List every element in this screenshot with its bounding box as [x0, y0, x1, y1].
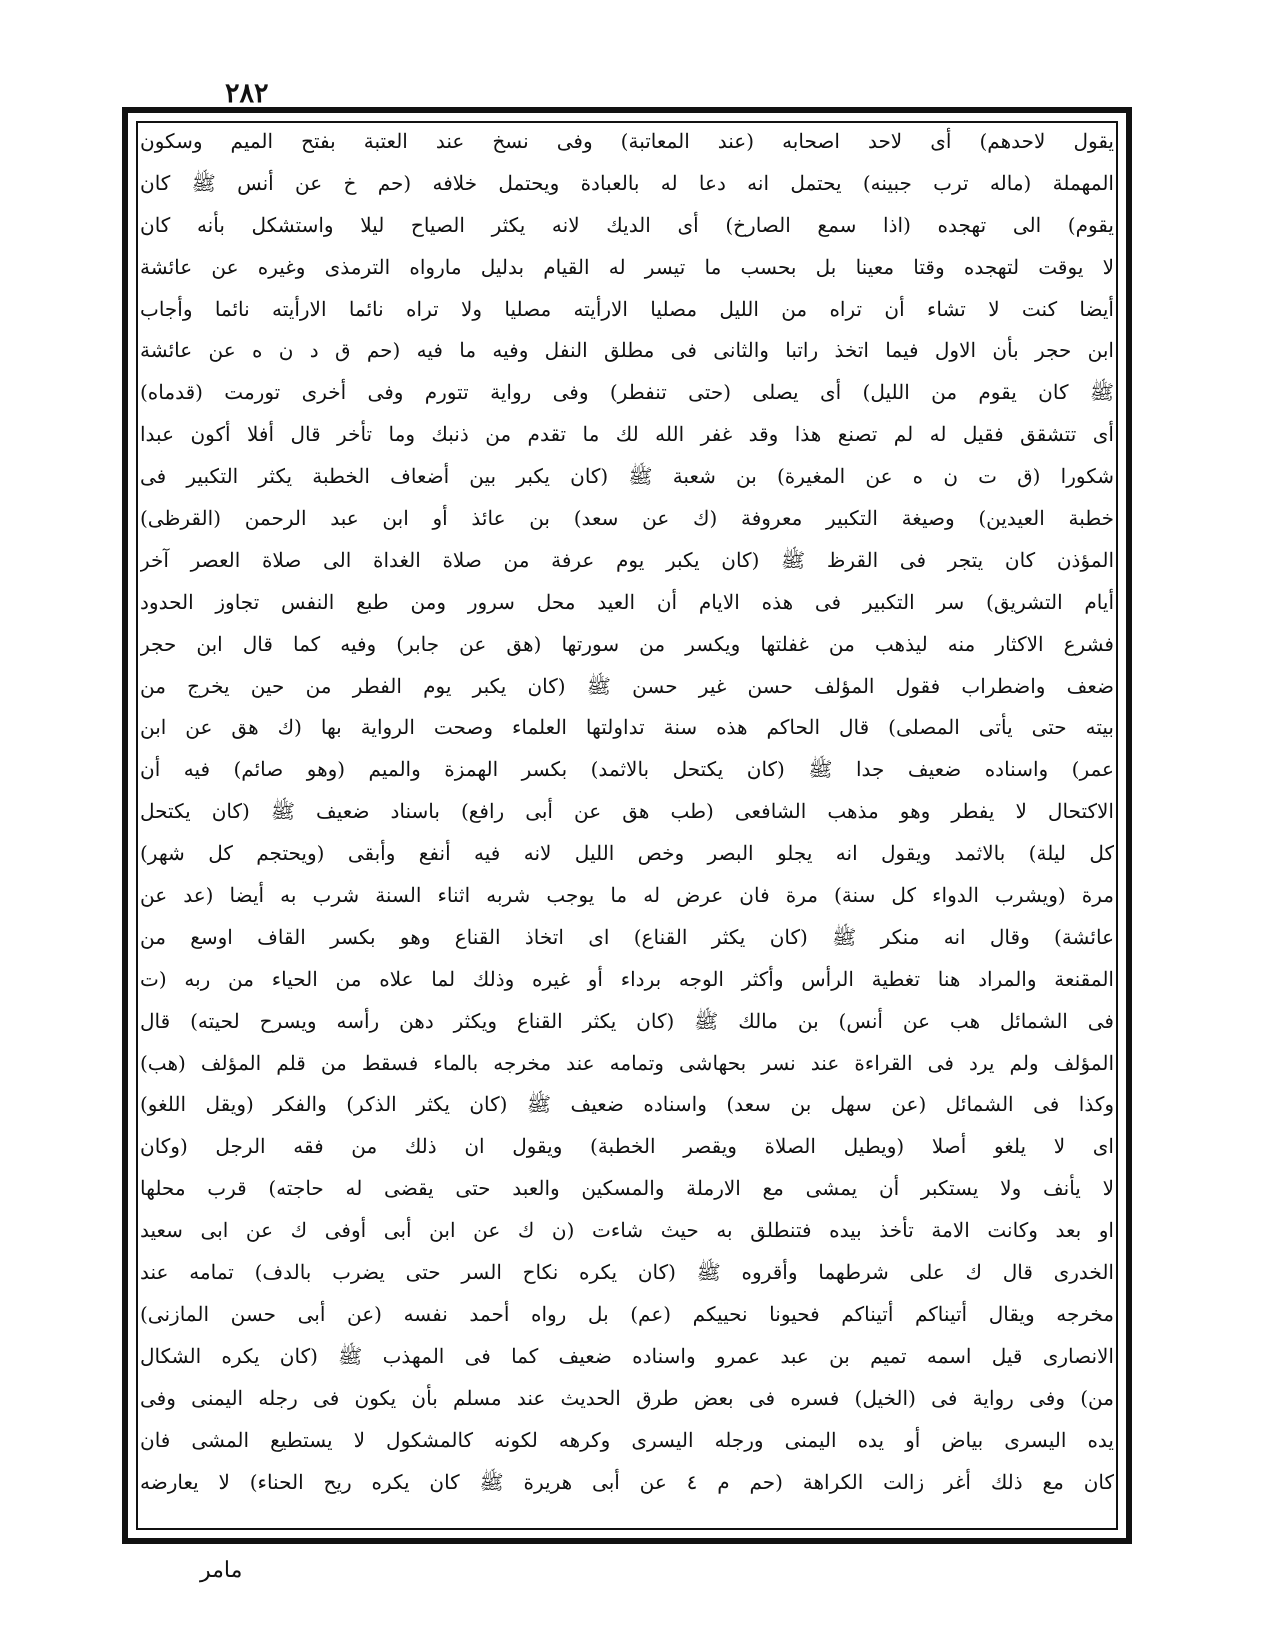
text-line: أى تتشقق فقيل له لم تصنع هذا وقد غفر الله لك ما تقدم من ذنبك وما تأخر قال أفلا أكون عبدا — [140, 422, 1114, 447]
text-line: شكورا (ق ت ن ه عن المغيرة) بن شعبة ﷺ (كان يكبر بين أضعاف الخطبة يكثر التكبير فى — [140, 464, 1114, 489]
text-line: من) وفى رواية فى (الخيل) فسره فى بعض طرق الحديث عند مسلم بأن يكون فى رجله اليمنى وفى — [140, 1385, 1114, 1410]
text-line: الخدرى قال ك على شرطهما وأقروه ﷺ (كان يكره نكاح السر حتى يضرب بالدف) تمامه عند — [140, 1260, 1114, 1285]
text-line: عائشة) وقال انه منكر ﷺ (كان يكثر القناع) اى اتخاذ القناع وهو بكسر القاف اوسع من — [140, 924, 1114, 949]
text-line: المهملة (ماله ترب جبينه) يحتمل انه دعا له بالعبادة ويحتمل خلافه (حم خ عن أنس ﷺ كان — [140, 170, 1114, 195]
page-number: ٢٨٢ — [225, 78, 269, 109]
text-line: عمر) واسناده ضعيف جدا ﷺ (كان يكتحل بالاثمد) بكسر الهمزة والميم (وهو صائم) فيه أن — [140, 757, 1114, 782]
text-line: وكذا فى الشمائل (عن سهل بن سعد) واسناده ضعيف ﷺ (كان يكثر الذكر) والفكر (ويقل اللغو) — [140, 1092, 1114, 1117]
text-line: ضعف واضطراب فقول المؤلف حسن غير حسن ﷺ (كان يكبر يوم الفطر من حين يخرج من — [140, 673, 1114, 698]
text-line: الانصارى قيل اسمه تميم بن عبد عمرو واسناده ضعيف كما فى المهذب ﷺ (كان يكره الشكال — [140, 1343, 1114, 1368]
text-line: أيام التشريق) سر التكبير فى هذه الايام أن العيد محل سرور ومن طبع النفس تجاوز الحدود — [140, 589, 1114, 614]
text-line: المقنعة والمراد هنا تغطية الرأس وأكثر الوجه برداء أو غيره وذلك لما علاه من الحياء من ربه (ت — [140, 966, 1114, 991]
text-line: فشرع الاكثار منه ليذهب من غفلتها ويكسر من سورتها (هق عن جابر) وفيه كما قال ابن حجر — [140, 631, 1114, 656]
text-line: او بعد وكانت الامة تأخذ بيده فتنطلق به حيث شاءت (ن ك عن ابن أبى أوفى ك عن ابى سعيد — [140, 1218, 1114, 1243]
text-line: لا يوقت لتهجده وقتا معينا بل بحسب ما تيسر له القيام بدليل مارواه الترمذى وغيره عن عائشة — [140, 254, 1114, 279]
text-line: المؤذن كان يتجر فى القرظ ﷺ (كان يكبر يوم عرفة من صلاة الغداة الى صلاة العصر آخر — [140, 547, 1114, 572]
text-line: لا يأنف ولا يستكبر أن يمشى مع الارملة والمسكين والعبد حتى يقضى له حاجته) قرب محلها — [140, 1176, 1114, 1201]
text-line: اى لا يلغو أصلا (ويطيل الصلاة ويقصر الخطبة) ويقول ان ذلك من فقه الرجل (وكان — [140, 1134, 1114, 1159]
text-line: الاكتحال لا يفطر وهو مذهب الشافعى (طب هق عن أبى رافع) باسناد ضعيف ﷺ (كان يكتحل — [140, 799, 1114, 824]
text-line: مرة (ويشرب الدواء كل سنة) مرة فان عرض له ما يوجب شربه اثناء السنة شرب به أيضا (عد عن — [140, 883, 1114, 908]
text-line: ﷺ كان يقوم من الليل) أى يصلى (حتى تنفطر) وفى رواية تتورم وفى أخرى تورمت (قدماه) — [140, 380, 1114, 405]
text-line: كان مع ذلك أغر زالت الكراهة (حم م ٤ عن أبى هريرة ﷺ كان يكره ريح الحناء) لا يعارضه — [140, 1469, 1114, 1494]
catchword: مامر — [200, 1558, 243, 1583]
text-line: مخرجه ويقال أتيناكم أتيناكم فحيونا نحييكم (عم) بل رواه أحمد نفسه (عن أبى حسن المازنى) — [140, 1301, 1114, 1326]
text-line: خطبة العيدين) وصيغة التكبير معروفة (ك عن سعد) بن عائذ أو ابن عبد الرحمن (القرظى) — [140, 506, 1114, 531]
text-line: ابن حجر بأن الاول فيما اتخذ راتبا والثانى فى مطلق النفل وفيه ما فيه (حم ق د ن ه عن عائشة — [140, 338, 1114, 363]
page-frame — [122, 107, 1132, 1544]
text-line: فى الشمائل هب عن أنس) بن مالك ﷺ (كان يكثر القناع ويكثر دهن رأسه ويسرح لحيته) قال — [140, 1008, 1114, 1033]
text-line: يقوم) الى تهجده (اذا سمع الصارخ) أى الديك لانه يكثر الصياح ليلا واستشكل بأنه كان — [140, 212, 1114, 237]
text-line: كل ليلة) بالاثمد ويقول انه يجلو البصر وخص الليل لانه فيه أنفع وأبقى (ويحتجم كل شهر) — [140, 841, 1114, 866]
text-line: المؤلف ولم يرد فى القراءة عند نسر بحهاشى وتمامه عند مخرجه بالماء فسقط من قلم المؤلف (هب) — [140, 1050, 1114, 1075]
text-line: بيته حتى يأتى المصلى) قال الحاكم هذه سنة تداولتها العلماء وصحت الرواية بها (ك هق عن ابن — [140, 715, 1114, 740]
text-line: أيضا كنت لا تشاء أن تراه من الليل مصليا الارأيته مصليا ولا تراه نائما الارأيته نائما وأجاب — [140, 296, 1114, 321]
text-body — [140, 121, 1114, 1530]
text-line: يقول لاحدهم) أى لاحد اصحابه (عند المعاتبة) وفى نسخ عند العتبة بفتح الميم وسكون — [140, 129, 1114, 153]
text-line: يده اليسرى بياض أو يده اليمنى ورجله اليسرى وكرهه لكونه كالمشكول لا يستطيع المشى فان — [140, 1427, 1114, 1452]
